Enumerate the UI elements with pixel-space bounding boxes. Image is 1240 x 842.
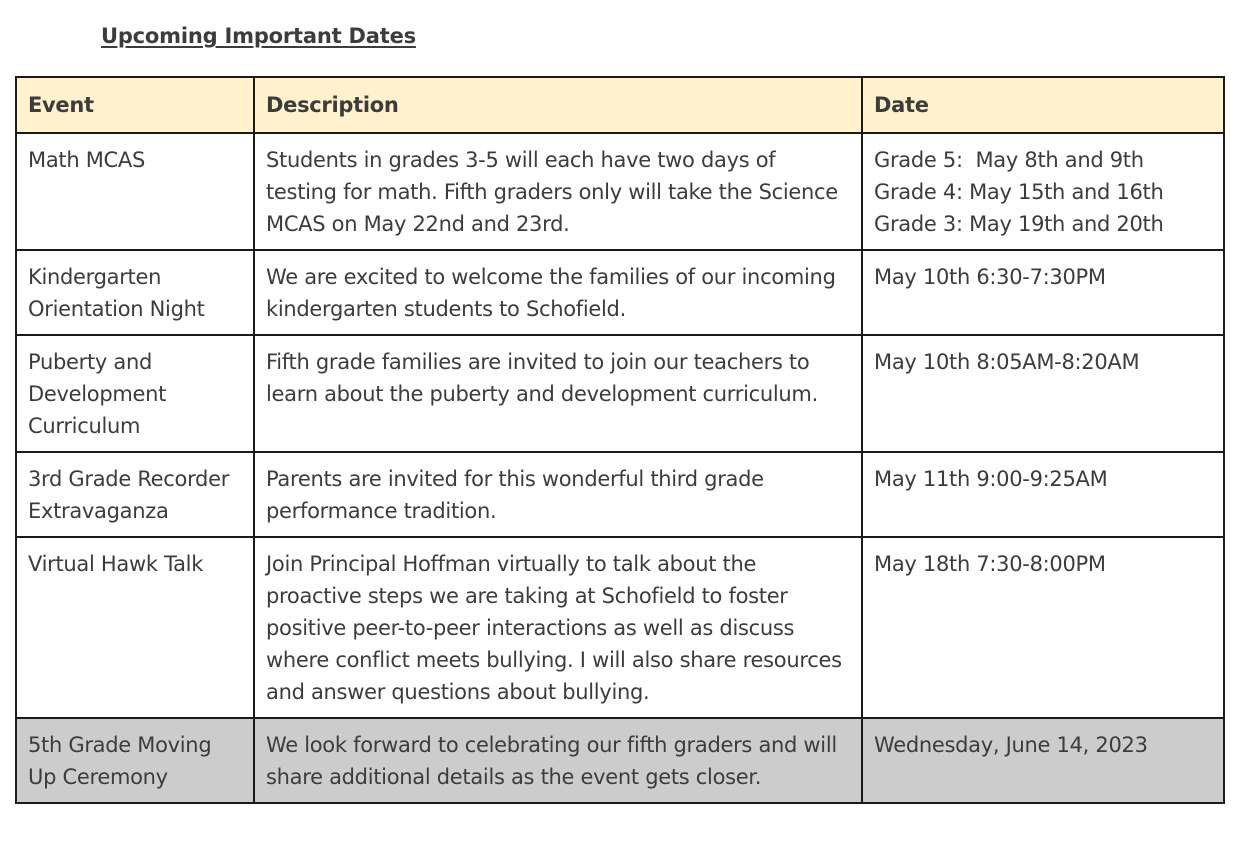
description-cell: Fifth grade families are invited to join our teachers to learn about the puberty and development curriculum. [254, 335, 862, 452]
description-cell: Join Principal Hoffman virtually to talk about the proactive steps we are taking at Schofield to foster positive peer-to-peer interactions as well as discuss where conflict meets bullying. I will also share resources and answer questions about bullying. [254, 537, 862, 718]
table-row [16, 133, 1224, 250]
date-cell [862, 133, 1224, 250]
event-cell: Math MCAS [16, 133, 254, 250]
description-cell: We look forward to celebrating our fifth graders and will share additional details as the event gets closer. [254, 718, 862, 803]
event-cell: 3rd Grade Recorder Extravaganza [16, 452, 254, 537]
date-cell: May 10th 8:05AM-8:20AM [862, 335, 1224, 452]
table-row [16, 537, 1224, 718]
page-title: Upcoming Important Dates [101, 24, 416, 48]
important-dates-table [15, 76, 1225, 804]
table-row-highlighted [16, 718, 1224, 803]
column-header-date: Date [862, 77, 1224, 133]
description-cell: Students in grades 3-5 will each have two days of testing for math. Fifth graders only will take the Science MCAS on May 22nd and 23rd. [254, 133, 862, 250]
table-body [16, 133, 1224, 803]
date-line: Grade 3: May 19th and 20th [874, 212, 1164, 236]
column-header-description: Description [254, 77, 862, 133]
column-header-event: Event [16, 77, 254, 133]
date-cell: May 10th 6:30-7:30PM [862, 250, 1224, 335]
event-cell: Kindergarten Orientation Night [16, 250, 254, 335]
event-cell: Virtual Hawk Talk [16, 537, 254, 718]
date-line: Grade 4: May 15th and 16th [874, 180, 1164, 204]
table-header [16, 77, 1224, 133]
date-cell: May 18th 7:30-8:00PM [862, 537, 1224, 718]
event-cell: Puberty and Development Curriculum [16, 335, 254, 452]
date-line: Grade 5: May 8th and 9th [874, 148, 1144, 172]
description-cell: Parents are invited for this wonderful third grade performance tradition. [254, 452, 862, 537]
header-row [16, 77, 1224, 133]
table-row [16, 335, 1224, 452]
event-cell: 5th Grade Moving Up Ceremony [16, 718, 254, 803]
date-cell: Wednesday, June 14, 2023 [862, 718, 1224, 803]
date-cell: May 11th 9:00-9:25AM [862, 452, 1224, 537]
table-row [16, 250, 1224, 335]
description-cell: We are excited to welcome the families of our incoming kindergarten students to Schofield. [254, 250, 862, 335]
table-row [16, 452, 1224, 537]
